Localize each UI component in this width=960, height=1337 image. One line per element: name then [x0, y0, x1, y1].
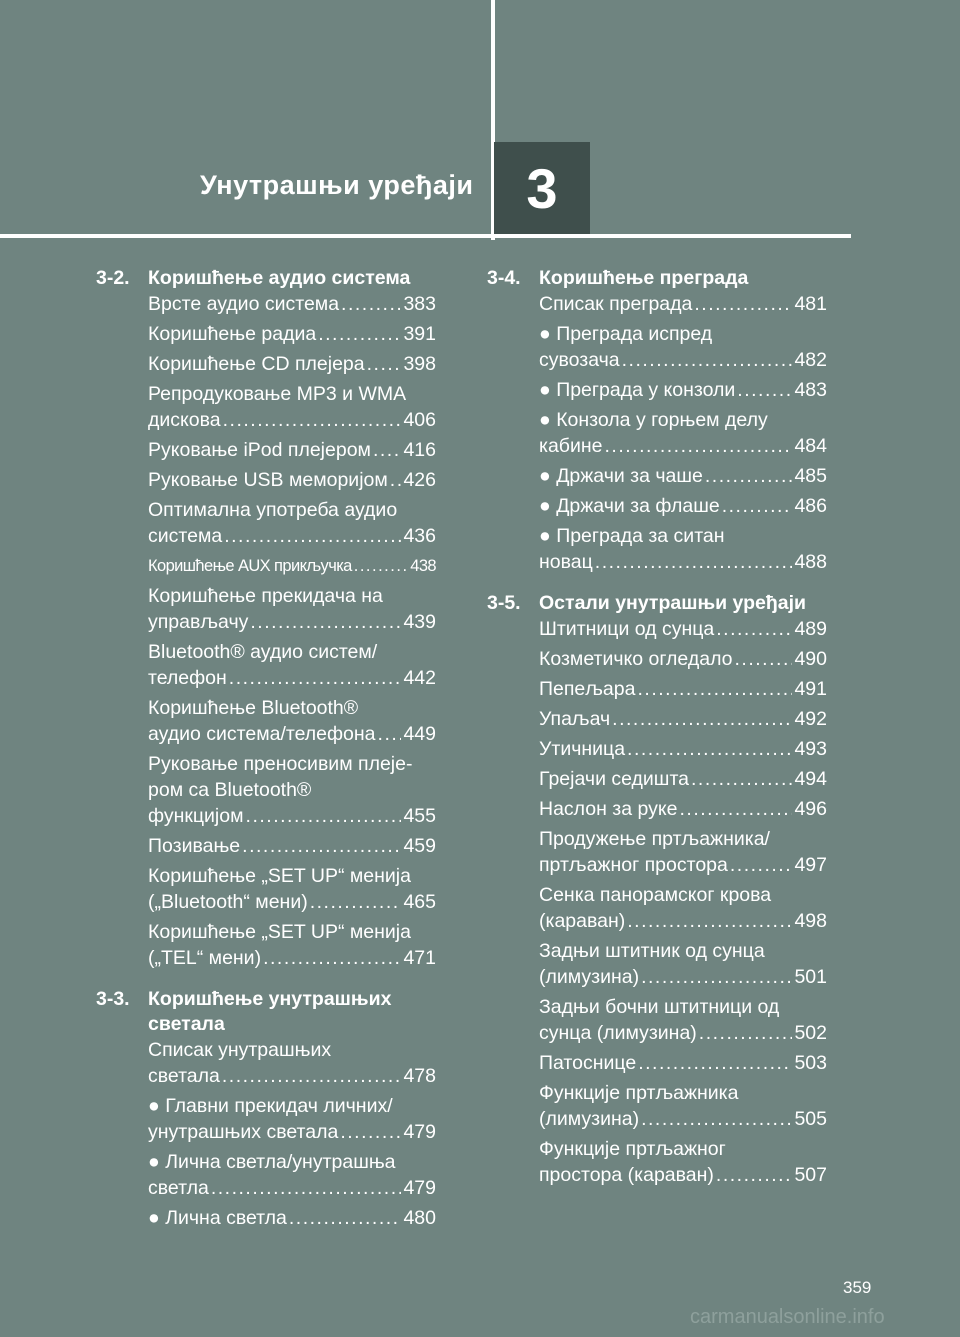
entry-page: 439 [403, 611, 436, 633]
entry-line: функцијом [148, 805, 244, 827]
entry-page: 416 [403, 439, 436, 461]
section-title: Коришћење унутрашњих светала [148, 988, 392, 1035]
entry-line: Списак преграда [539, 293, 693, 315]
section-heading [96, 987, 436, 1037]
dot-leader [691, 766, 792, 792]
toc-entry[interactable] [539, 766, 827, 792]
entry-line: Упаљач [539, 708, 611, 730]
dot-leader [222, 1063, 402, 1089]
entry-page: 398 [403, 353, 436, 375]
dot-leader [716, 1162, 793, 1188]
dot-leader [373, 437, 402, 463]
dot-leader [246, 803, 402, 829]
entry-line: Грејачи седишта [539, 768, 690, 790]
entry-page: 480 [403, 1207, 436, 1229]
entry-last-line [148, 803, 436, 829]
toc-entry[interactable] [148, 833, 436, 859]
toc-entry[interactable] [539, 826, 827, 878]
entry-last-line [148, 351, 436, 377]
dot-leader [242, 833, 401, 859]
entry-page: 491 [794, 678, 827, 700]
dot-leader [679, 796, 792, 822]
entry-last-line [539, 1162, 827, 1188]
entry-last-line [148, 1063, 436, 1089]
entry-last-line [539, 796, 827, 822]
toc-entry[interactable] [539, 616, 827, 642]
entry-line: Коришћење „SET UP“ менија [148, 865, 411, 887]
entry-page: 436 [403, 525, 436, 547]
entry-line: пртљажног простора [539, 854, 728, 876]
entry-page: 494 [794, 768, 827, 790]
dot-leader [737, 377, 792, 403]
dot-leader [354, 553, 409, 579]
entry-last-line [539, 908, 827, 934]
chapter-number: 3 [526, 156, 558, 220]
entry-line: Задњи штитник од сунца [539, 940, 765, 962]
entry-page: 490 [794, 648, 827, 670]
dot-leader [390, 467, 402, 493]
entry-page: 478 [403, 1065, 436, 1087]
toc-entry[interactable] [148, 695, 436, 747]
dot-leader [716, 616, 792, 642]
entry-page: 455 [403, 805, 436, 827]
entry-line: светла [148, 1177, 209, 1199]
toc-right-column [487, 266, 827, 1204]
entry-line: Пепељара [539, 678, 636, 700]
entry-page: 406 [403, 409, 436, 431]
section-title: Коришћење аудио система [148, 267, 411, 289]
entry-last-line [539, 766, 827, 792]
toc-entry[interactable] [148, 583, 436, 635]
dot-leader [341, 291, 401, 317]
toc-entry[interactable] [148, 1205, 436, 1231]
section-heading [96, 266, 436, 291]
entry-page: 493 [794, 738, 827, 760]
dot-leader [612, 706, 792, 732]
entry-page: 479 [403, 1121, 436, 1143]
entry-last-line [539, 736, 827, 762]
entry-line: новац [539, 551, 593, 573]
dot-leader [638, 1050, 792, 1076]
entry-line: ● Конзола у горњем делу [539, 409, 768, 431]
dot-leader [224, 523, 401, 549]
toc-entry[interactable] [148, 291, 436, 317]
entry-page: 498 [794, 910, 827, 932]
toc-entry[interactable] [148, 497, 436, 549]
dot-leader [367, 351, 402, 377]
entry-line: Функције пртљажног [539, 1138, 726, 1160]
toc-entry[interactable] [539, 463, 827, 489]
entry-line: Руковање USB меморијом [148, 469, 388, 491]
entry-last-line [539, 852, 827, 878]
toc-entry[interactable] [148, 437, 436, 463]
entry-line: ● Држачи за флаше [539, 495, 720, 517]
entry-line: Коришћење CD плејера [148, 353, 365, 375]
entry-line: („TEL“ мени) [148, 947, 262, 969]
entry-page: 489 [794, 618, 827, 640]
entry-line: унутрашњих светала [148, 1121, 339, 1143]
entry-page: 459 [403, 835, 436, 857]
entry-last-line [539, 377, 827, 403]
entry-page: 501 [794, 966, 827, 988]
dot-leader [637, 676, 792, 702]
entry-line: Патоснице [539, 1052, 637, 1074]
dot-leader [622, 347, 793, 373]
dot-leader [722, 493, 793, 519]
toc-entry[interactable] [148, 467, 436, 493]
dot-leader [310, 889, 402, 915]
toc-entry[interactable] [539, 938, 827, 990]
toc-entry[interactable] [148, 1037, 436, 1089]
entry-page: 492 [794, 708, 827, 730]
entry-page: 465 [403, 891, 436, 913]
entry-page: 497 [794, 854, 827, 876]
entry-last-line [148, 437, 436, 463]
entry-last-line [148, 407, 436, 433]
section-number: 3-3. [96, 988, 130, 1010]
entry-page: 479 [403, 1177, 436, 1199]
dot-leader [627, 908, 792, 934]
entry-line: Задњи бочни штитници од [539, 996, 780, 1018]
dot-leader [699, 1020, 793, 1046]
entry-page: 496 [794, 798, 827, 820]
toc-entry[interactable] [148, 1093, 436, 1145]
entry-line: Козметичко огледало [539, 648, 733, 670]
entry-page: 471 [403, 947, 436, 969]
entry-line: (лимузина) [539, 966, 640, 988]
entry-line: светала [148, 1065, 220, 1087]
section-number: 3-4. [487, 267, 521, 289]
section-number: 3-5. [487, 592, 521, 614]
entry-line: управљачу [148, 611, 249, 633]
entry-line: ● Лична светла/унутрашња [148, 1151, 396, 1173]
entry-last-line [148, 889, 436, 915]
chapter-number-box [494, 142, 590, 234]
page-number: 359 [843, 1278, 872, 1297]
toc-entry[interactable] [539, 646, 827, 672]
entry-page: 503 [794, 1052, 827, 1074]
entry-last-line [539, 1050, 827, 1076]
entry-line: Bluetooth® аудио систем/ [148, 641, 378, 663]
entry-line: Штитници од сунца [539, 618, 715, 640]
entry-last-line [148, 467, 436, 493]
dot-leader [641, 964, 792, 990]
entry-line: ● Главни прекидач личних/ [148, 1095, 393, 1117]
section-entries [96, 1037, 436, 1231]
entry-line: система [148, 525, 223, 547]
entry-last-line [148, 945, 436, 971]
dot-leader [318, 321, 401, 347]
dot-leader [641, 1106, 792, 1132]
entry-line: (лимузина) [539, 1108, 640, 1130]
toc-entry[interactable] [148, 919, 436, 971]
entry-last-line [148, 1119, 436, 1145]
entry-last-line [148, 321, 436, 347]
entry-page: 438 [410, 557, 436, 575]
entry-line: простора (караван) [539, 1164, 714, 1186]
entry-page: 484 [794, 435, 827, 457]
entry-last-line [148, 833, 436, 859]
entry-page: 505 [794, 1108, 827, 1130]
toc-entry[interactable] [539, 291, 827, 317]
entry-last-line [539, 964, 827, 990]
entry-line: кабине [539, 435, 603, 457]
section-title: Остали унутрашњи уређаји [539, 592, 807, 614]
entry-page: 485 [794, 465, 827, 487]
toc-entry[interactable] [539, 882, 827, 934]
entry-last-line [539, 463, 827, 489]
entry-line: Продужење пртљажника/ [539, 828, 770, 850]
entry-line: сунца (лимузина) [539, 1022, 697, 1044]
toc-entry[interactable] [539, 377, 827, 403]
entry-line: („Bluetooth“ мени) [148, 891, 308, 913]
toc-entry[interactable] [539, 706, 827, 732]
entry-last-line [539, 616, 827, 642]
toc-entry[interactable] [539, 796, 827, 822]
entry-line: Позивање [148, 835, 241, 857]
toc-entry[interactable] [148, 1149, 436, 1201]
entry-line: ● Преграда испред [539, 323, 713, 345]
entry-page: 426 [403, 469, 436, 491]
dot-leader [735, 646, 793, 672]
entry-line: Функције пртљажника [539, 1082, 739, 1104]
toc-section [487, 591, 827, 1188]
toc-entry[interactable] [148, 321, 436, 347]
header-horizontal-rule [0, 234, 851, 238]
entry-last-line [148, 609, 436, 635]
entry-line: телефон [148, 667, 227, 689]
toc-entry[interactable] [539, 523, 827, 575]
dot-leader [340, 1119, 401, 1145]
section-entries [487, 291, 827, 575]
chapter-title: Унутрашњи уређаји [200, 170, 474, 200]
dot-leader [694, 291, 792, 317]
entry-last-line [539, 706, 827, 732]
entry-last-line [148, 523, 436, 549]
dot-leader [289, 1205, 402, 1231]
entry-line: Наслон за руке [539, 798, 678, 820]
toc-entry[interactable] [539, 994, 827, 1046]
entry-last-line [148, 291, 436, 317]
dot-leader [223, 407, 402, 433]
entry-line: Сенка панорамског крова [539, 884, 772, 906]
toc-entry[interactable] [148, 553, 436, 579]
entry-last-line [148, 721, 436, 747]
toc-entry[interactable] [539, 736, 827, 762]
entry-last-line [148, 665, 436, 691]
entry-line: сувозача [539, 349, 620, 371]
entry-line: Утичница [539, 738, 626, 760]
entry-last-line [539, 1106, 827, 1132]
dot-leader [730, 852, 793, 878]
entry-line: Коришћење AUX прикључка [148, 557, 352, 575]
dot-leader [604, 433, 792, 459]
dot-leader [378, 721, 402, 747]
entry-last-line [148, 553, 436, 579]
toc-entry[interactable] [539, 407, 827, 459]
entry-page: 391 [403, 323, 436, 345]
toc-section [96, 266, 436, 971]
entry-last-line [539, 291, 827, 317]
section-heading [487, 591, 827, 616]
entry-page: 502 [794, 1022, 827, 1044]
toc-entry[interactable] [539, 1050, 827, 1076]
dot-leader [627, 736, 792, 762]
toc-entry[interactable] [539, 493, 827, 519]
section-entries [487, 616, 827, 1188]
entry-line: ● Лична светла [148, 1207, 287, 1229]
entry-page: 449 [403, 723, 436, 745]
entry-last-line [539, 347, 827, 373]
entry-line: Врсте аудио система [148, 293, 340, 315]
entry-page: 482 [794, 349, 827, 371]
section-heading [487, 266, 827, 291]
entry-line: ● Преграда за ситан [539, 525, 725, 547]
section-title: Коришћење преграда [539, 267, 749, 289]
dot-leader [263, 945, 401, 971]
entry-line: ● Држачи за чаше [539, 465, 703, 487]
entry-page: 488 [794, 551, 827, 573]
entry-last-line [539, 676, 827, 702]
toc-left-column [96, 266, 436, 1247]
toc-entry[interactable] [148, 863, 436, 915]
dot-leader [595, 549, 793, 575]
toc-entry[interactable] [539, 1136, 827, 1188]
section-entries [96, 291, 436, 971]
entry-line: Коришћење Bluetooth® [148, 697, 359, 719]
watermark: carmanualsonline.info [690, 1306, 885, 1328]
dot-leader [211, 1175, 402, 1201]
entry-last-line [539, 646, 827, 672]
entry-line: аудио система/телефона [148, 723, 376, 745]
dot-leader [705, 463, 793, 489]
toc-entry[interactable] [148, 751, 436, 829]
entry-page: 507 [794, 1164, 827, 1186]
entry-last-line [539, 433, 827, 459]
entry-line: Списак унутрашњих [148, 1039, 332, 1061]
entry-line: дискова [148, 409, 221, 431]
entry-page: 481 [794, 293, 827, 315]
entry-last-line [148, 1205, 436, 1231]
toc-entry[interactable] [539, 321, 827, 373]
entry-line: (караван) [539, 910, 626, 932]
toc-entry[interactable] [539, 676, 827, 702]
toc-entry[interactable] [148, 351, 436, 377]
entry-line: Руковање iPod плејером [148, 439, 371, 461]
entry-line: Коришћење прекидача на [148, 585, 383, 607]
toc-entry[interactable] [148, 381, 436, 433]
entry-page: 383 [403, 293, 436, 315]
entry-page: 483 [794, 379, 827, 401]
entry-line: Руковање преносивим плеје- [148, 753, 413, 775]
dot-leader [229, 665, 402, 691]
entry-line: ром са Bluetooth® [148, 779, 312, 801]
entry-last-line [539, 1020, 827, 1046]
toc-entry[interactable] [539, 1080, 827, 1132]
entry-last-line [539, 549, 827, 575]
section-number: 3-2. [96, 267, 130, 289]
dot-leader [250, 609, 401, 635]
entry-last-line [539, 493, 827, 519]
entry-page: 486 [794, 495, 827, 517]
toc-section [487, 266, 827, 575]
entry-page: 442 [403, 667, 436, 689]
toc-section [96, 987, 436, 1231]
entry-line: Коришћење радиа [148, 323, 317, 345]
entry-last-line [148, 1175, 436, 1201]
toc-entry[interactable] [148, 639, 436, 691]
entry-line: Коришћење „SET UP“ менија [148, 921, 411, 943]
entry-line: Репродуковање MP3 и WMA [148, 383, 407, 405]
entry-line: ● Преграда у конзоли [539, 379, 736, 401]
entry-line: Оптимална употреба аудио [148, 499, 398, 521]
